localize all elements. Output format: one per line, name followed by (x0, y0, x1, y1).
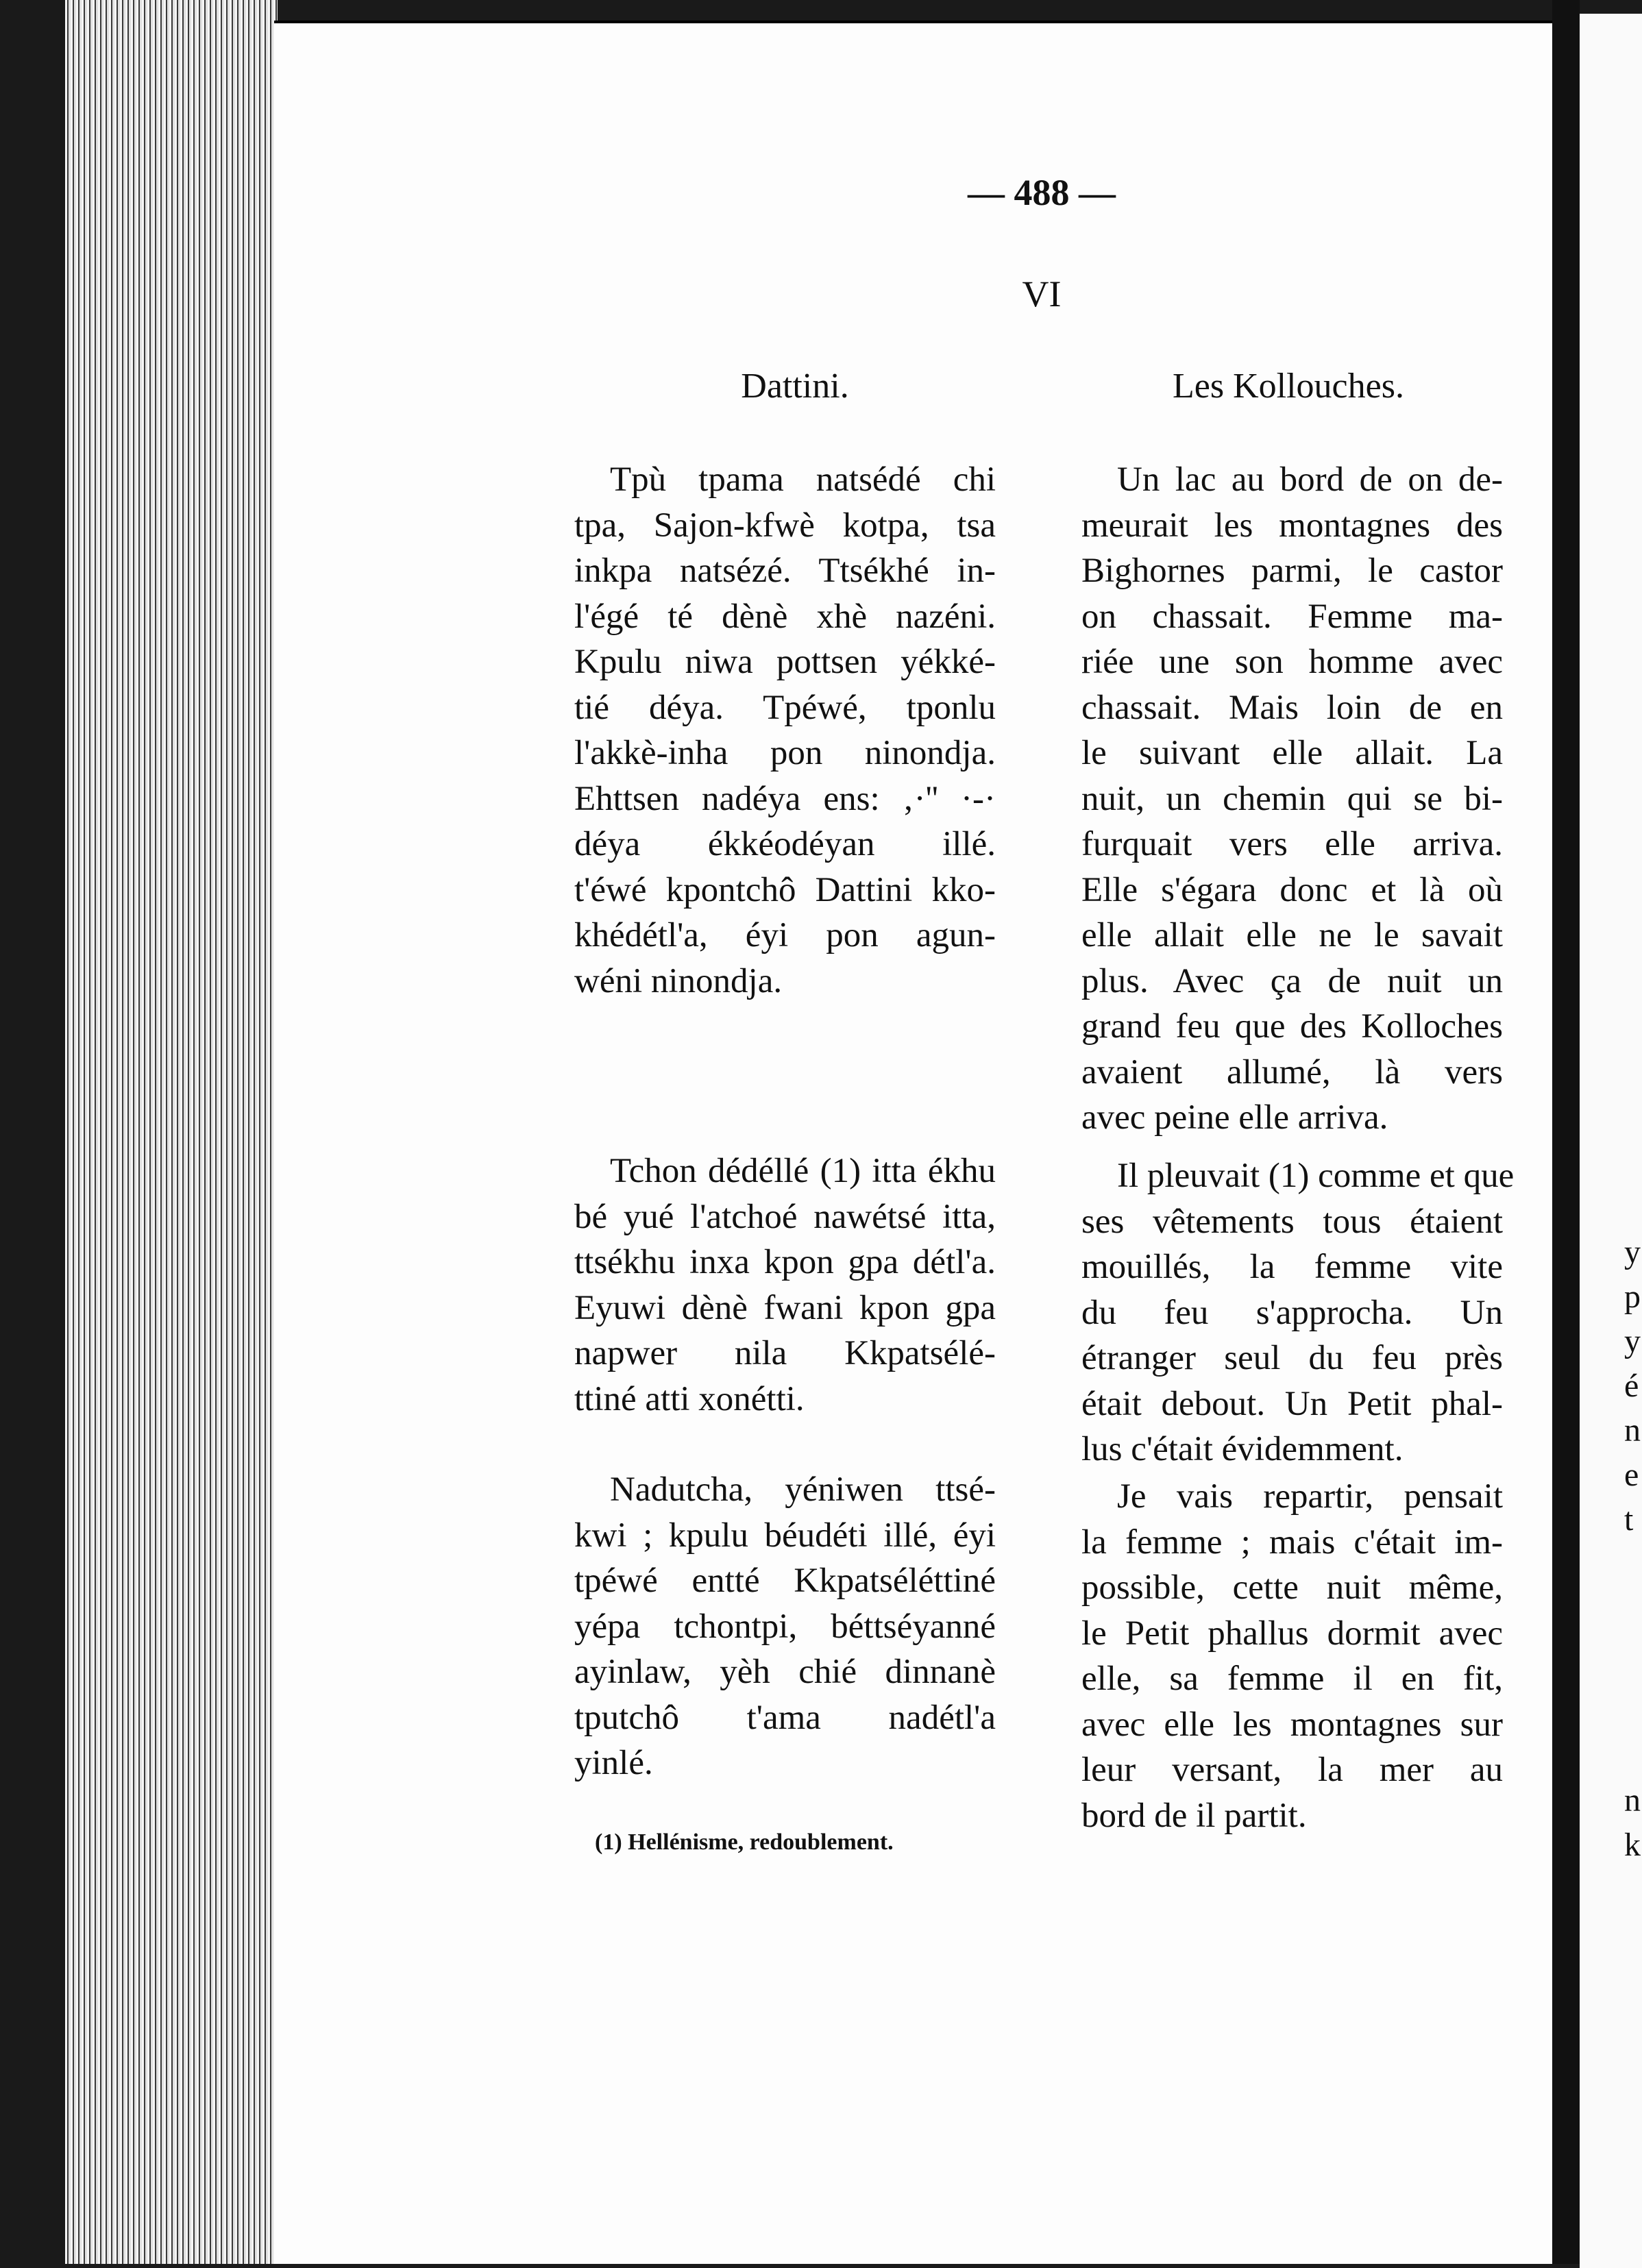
text-line: khédétl'a, éyi pon agun- (574, 916, 996, 954)
text-line: Elle s'égara donc et là où (1081, 870, 1503, 909)
next-page-glyph: n (1624, 1412, 1641, 1449)
text-line: lus c'était évidemment. (1081, 1430, 1404, 1468)
text-line: tié déya. Tpéwé, tponlu (574, 688, 996, 727)
left-column-title: Dattini. (741, 367, 849, 406)
right-column (1081, 457, 1503, 1141)
text-line: avec peine elle arriva. (1081, 1098, 1388, 1137)
right-paragraph-3 (1081, 1474, 1503, 1838)
text-line: tpéwé entté Kkpatséléttiné (574, 1562, 996, 1600)
text-line: Il pleuvait (1) comme et que (1117, 1157, 1515, 1195)
text-line: l'akkè-inha pon ninondja. (574, 734, 996, 772)
text-line: leur versant, la mer au (1081, 1751, 1503, 1789)
left-paragraph-2 (574, 1148, 996, 1422)
text-line: t'éwé kpontchô Dattini kko- (574, 870, 996, 909)
text-line: l'égé té dènè xhè nazéni. (574, 597, 996, 636)
next-page-glyph: k (1624, 1827, 1641, 1863)
left-column-2 (574, 1148, 996, 1422)
text-line: ttsékhu inxa kpon gpa détl'a. (574, 1243, 996, 1281)
text-line: était debout. Un Petit phal- (1081, 1384, 1503, 1423)
text-line: napwer nila Kkpatsélé- (574, 1334, 996, 1372)
text-line: ttiné atti xonétti. (574, 1379, 805, 1418)
left-paragraph-1 (574, 457, 996, 1004)
text-line: yinlé. (574, 1744, 653, 1782)
page-stack-edge (65, 0, 278, 2264)
text-line: kwi ; kpulu béudéti illé, éyi (574, 1516, 996, 1555)
next-page-glyph: y (1624, 1234, 1641, 1270)
text-line: Kpulu niwa pottsen yékké- (574, 643, 996, 681)
text-line: wéni ninondja. (574, 961, 783, 1000)
text-line: Tchon dédéllé (1) itta ékhu (610, 1152, 996, 1190)
text-line: la femme ; mais c'était im- (1081, 1523, 1503, 1562)
text-line: ses vêtements tous étaient (1081, 1202, 1503, 1241)
text-line: on chassait. Femme ma- (1081, 597, 1503, 636)
right-column-3 (1081, 1474, 1503, 1838)
text-line: bé yué l'atchoé nawétsé itta, (574, 1197, 996, 1236)
text-line: mouillés, la femme vite (1081, 1248, 1503, 1286)
left-column (574, 457, 996, 1004)
text-line: le Petit phallus dormit avec (1081, 1614, 1503, 1653)
text-line: grand feu que des Kolloches (1081, 1007, 1503, 1046)
text-line: furquait vers elle arriva. (1081, 825, 1503, 863)
text-line: inkpa natsézé. Ttsékhé in- (574, 552, 996, 590)
text-line: riée une son homme avec (1081, 643, 1503, 681)
next-page-glyph: y (1624, 1323, 1641, 1359)
text-line: ayinlaw, yèh chié dinnanè (574, 1653, 996, 1691)
text-line: Ehttsen nadéya ens: ‚·'' ·-· (574, 779, 996, 818)
right-column-2 (1081, 1153, 1515, 1472)
text-line: Nadutcha, yéniwen ttsé- (610, 1470, 996, 1509)
text-line: Tpù tpama natsédé chi (610, 460, 996, 499)
right-column-title: Les Kollouches. (1173, 367, 1404, 406)
next-page-glyph: n (1624, 1782, 1641, 1819)
text-line: avec elle les montagnes sur (1081, 1705, 1503, 1744)
section-number: VI (1022, 273, 1062, 315)
next-page-glyph: t (1624, 1501, 1634, 1538)
text-line: Un lac au bord de on de- (1117, 460, 1503, 499)
right-paragraph-1 (1081, 457, 1503, 1141)
text-line: elle allait elle ne le savait (1081, 916, 1503, 954)
text-line: bord de il partit. (1081, 1796, 1307, 1835)
text-line: Eyuwi dènè fwani kpon gpa (574, 1288, 996, 1327)
text-line: nuit, un chemin qui se bi- (1081, 779, 1503, 818)
text-line: elle, sa femme il en fit, (1081, 1660, 1503, 1698)
text-line: le suivant elle allait. La (1081, 734, 1503, 772)
text-line: du feu s'approcha. Un (1081, 1293, 1503, 1332)
gutter (1552, 0, 1580, 2264)
next-page-glyph: é (1624, 1368, 1639, 1404)
page (274, 21, 1556, 2264)
text-line: tpa, Sajon-kfwè kotpa, tsa (574, 506, 996, 545)
text-line: avaient allumé, là vers (1081, 1052, 1503, 1092)
page-number: — 488 — (968, 172, 1116, 213)
text-line: Je vais repartir, pensait (1117, 1477, 1503, 1516)
text-line: chassait. Mais loin de en (1081, 688, 1503, 727)
text-line: déya ékkéodéyan illé. (574, 825, 996, 863)
text-line: yépa tchontpi, béttséyanné (574, 1607, 996, 1646)
text-line: meurait les montagnes des (1081, 506, 1503, 545)
text-line: possible, cette nuit même, (1081, 1568, 1503, 1607)
text-line: tputchô t'ama nadétl'a (574, 1698, 996, 1737)
footnote: (1) Hellénisme, redoublement. (595, 1829, 894, 1855)
right-paragraph-2 (1081, 1153, 1515, 1472)
text-line: plus. Avec ça de nuit un (1081, 961, 1503, 1000)
text-line: Bighornes parmi, le castor (1081, 552, 1503, 590)
next-page-glyph: e (1624, 1457, 1639, 1493)
left-paragraph-3 (574, 1467, 996, 1786)
next-page-edge (1580, 14, 1642, 2268)
left-column-3 (574, 1467, 996, 1786)
text-line: étranger seul du feu près (1081, 1339, 1503, 1377)
next-page-glyph: p (1624, 1279, 1641, 1315)
